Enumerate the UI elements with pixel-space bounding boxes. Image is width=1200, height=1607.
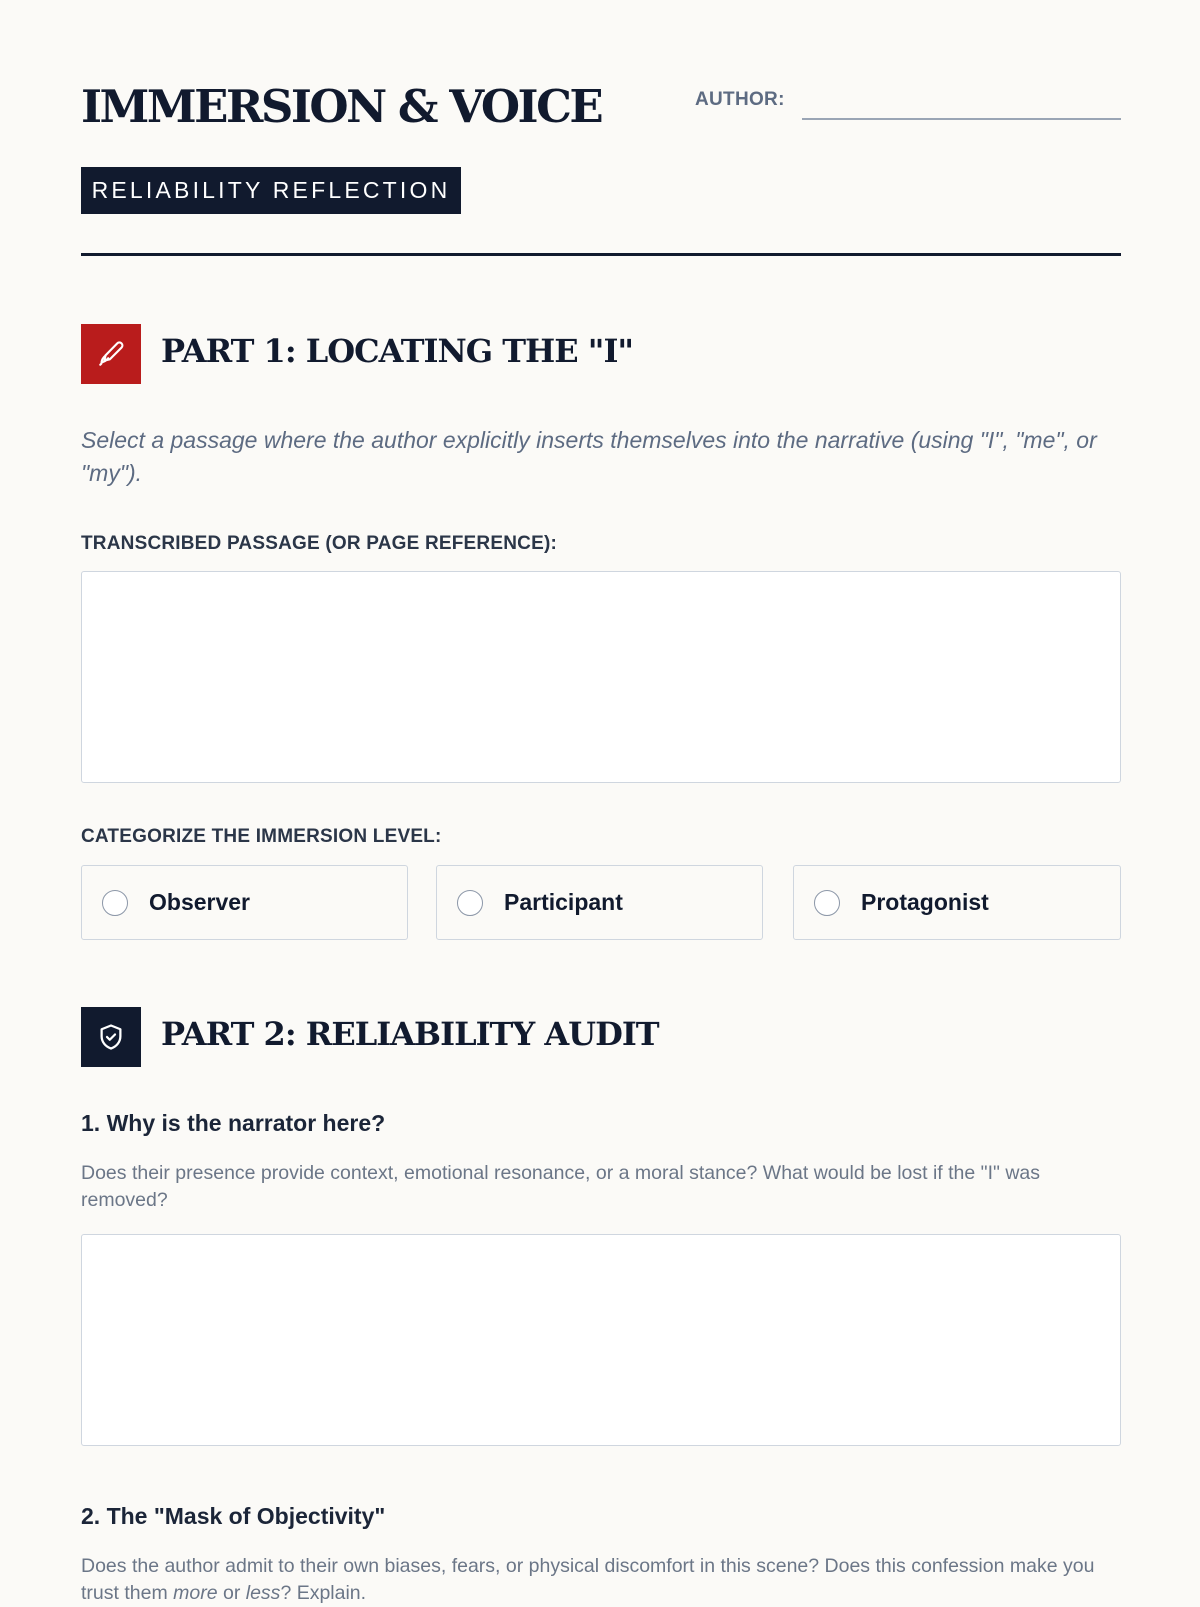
question-2-prompt <box>81 1553 1121 1607</box>
immersion-option-participant[interactable] <box>436 865 763 940</box>
question-1-prompt: Does their presence provide context, emotional resonance, or a moral stance? What would be lost if the "I" was removed? <box>81 1162 1041 1211</box>
pen-nib-icon <box>81 324 141 384</box>
question-1: 1. Why is the narrator here? <box>81 1110 386 1136</box>
question-1-answer[interactable] <box>81 1234 1121 1446</box>
worksheet <box>81 0 1121 1604</box>
part1-title: PART 1: LOCATING THE "I" <box>161 332 634 370</box>
shield-check-icon <box>81 1007 141 1067</box>
author-label: AUTHOR: <box>695 89 785 110</box>
part1-header <box>81 324 1121 384</box>
author-input-line[interactable] <box>802 118 1121 120</box>
header-divider <box>81 253 1121 256</box>
worksheet-header <box>81 0 1121 258</box>
immersion-option-observer[interactable] <box>81 865 408 940</box>
author-field <box>695 88 1121 122</box>
immersion-label: CATEGORIZE THE IMMERSION LEVEL: <box>81 826 442 847</box>
passage-textarea[interactable] <box>81 571 1121 783</box>
option-label: Participant <box>504 889 623 915</box>
prompt-text: ? Explain. <box>280 1582 367 1604</box>
radio-button[interactable] <box>457 890 483 916</box>
radio-button[interactable] <box>102 890 128 916</box>
question-2: 2. The "Mask of Objectivity" <box>81 1503 386 1529</box>
subtitle-badge: RELIABILITY REFLECTION <box>81 167 461 214</box>
option-label: Protagonist <box>861 889 989 915</box>
radio-button[interactable] <box>814 890 840 916</box>
part2-title: PART 2: RELIABILITY AUDIT <box>161 1015 659 1053</box>
part2-header <box>81 1007 1121 1067</box>
worksheet-title: IMMERSION & VOICE <box>81 80 602 133</box>
passage-label: TRANSCRIBED PASSAGE (OR PAGE REFERENCE): <box>81 533 557 554</box>
prompt-text: Does the author admit to their own biases, fears, or physical discomfort in this scene? Does this confession make you trust them <box>81 1555 1095 1604</box>
prompt-emphasis-more: more <box>173 1582 218 1604</box>
prompt-emphasis-less: less <box>245 1582 281 1604</box>
part1-instructions: Select a passage where the author explicitly inserts themselves into the narrative (using "I", "me", or "my"). <box>81 427 1097 486</box>
prompt-text: or <box>217 1582 246 1604</box>
immersion-option-protagonist[interactable] <box>793 865 1121 940</box>
option-label: Observer <box>149 889 251 915</box>
